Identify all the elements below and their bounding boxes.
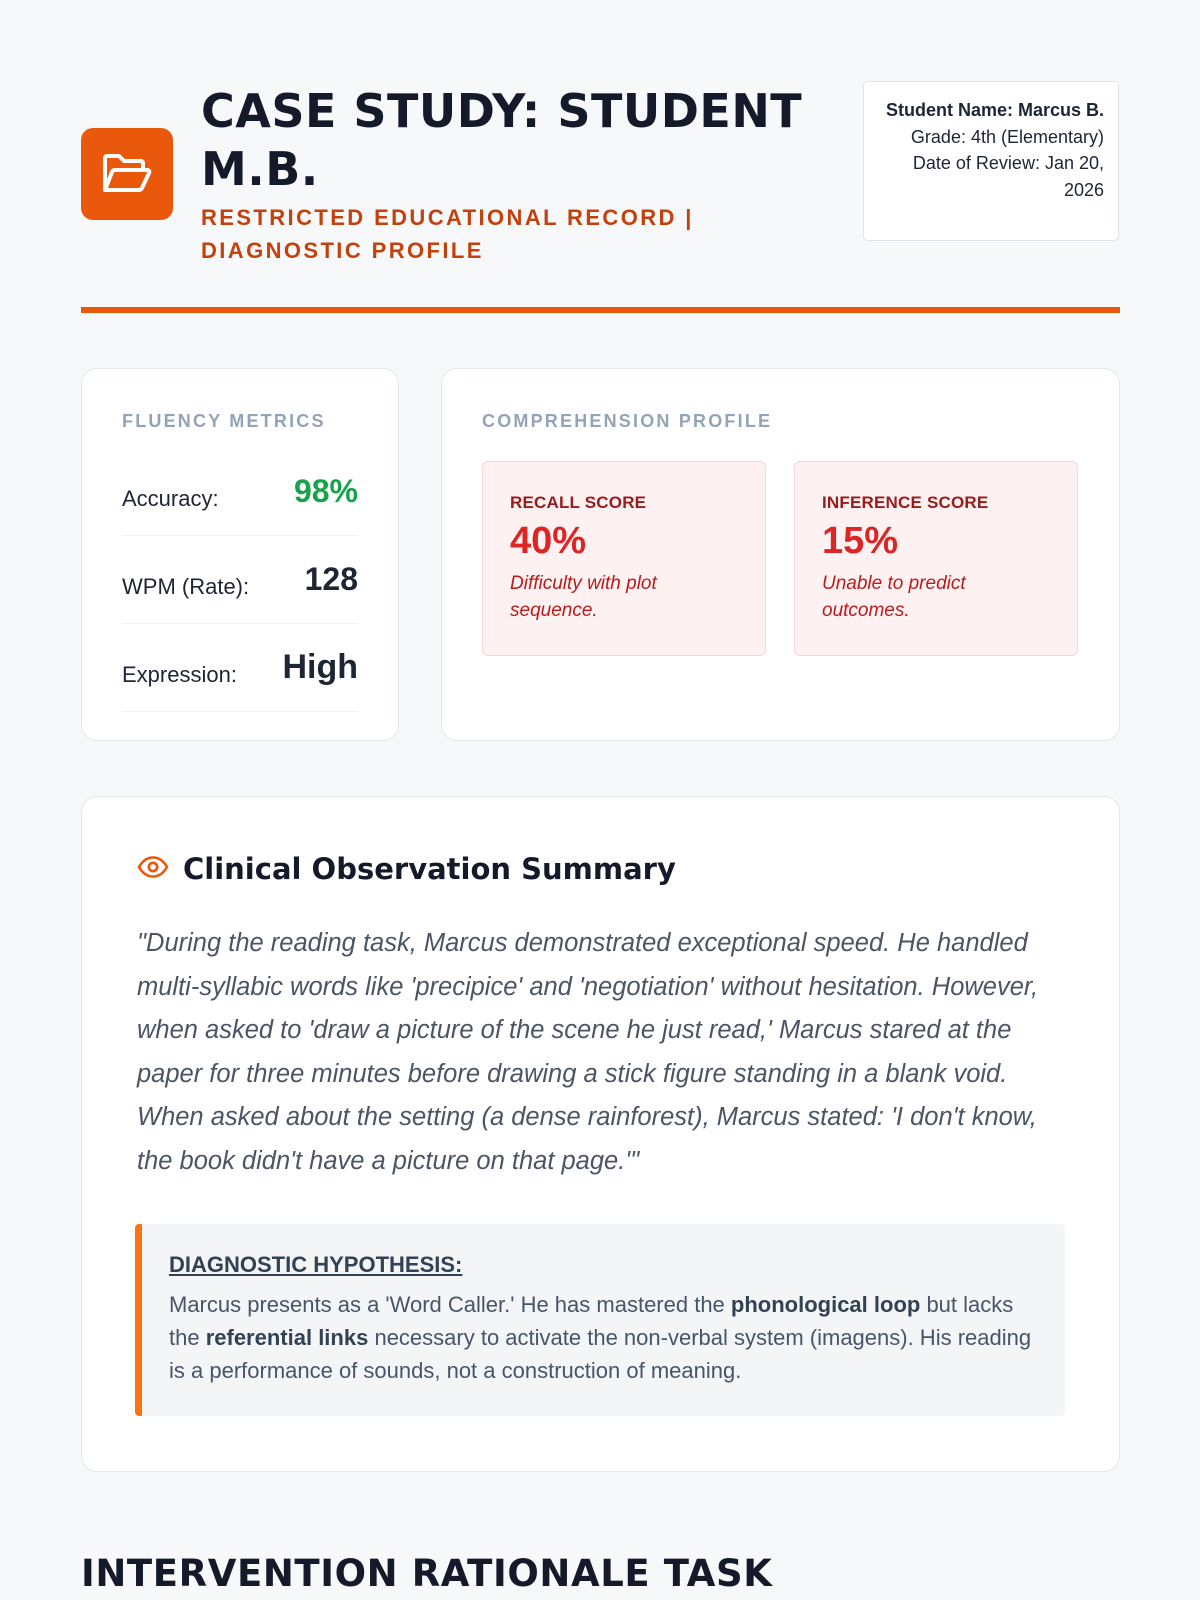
hypothesis-emphasis: referential links — [205, 1325, 369, 1350]
hypothesis-emphasis: phonological loop — [730, 1292, 921, 1317]
page-title: CASE STUDY: STUDENT M.B. — [201, 84, 803, 196]
student-info-card — [863, 81, 1119, 241]
clinical-observation-card — [81, 796, 1120, 1472]
comprehension-card-label: COMPREHENSION PROFILE — [482, 411, 773, 431]
observation-title: Clinical Observation Summary — [183, 852, 676, 886]
review-date: Date of Review: Jan 20, 2026 — [912, 153, 1104, 200]
metric-label: Accuracy: — [122, 485, 219, 511]
metric-value: 128 — [304, 561, 358, 597]
score-note: Unable to predict outcomes. — [822, 573, 966, 621]
metric-value: High — [282, 648, 358, 686]
score-value: 40% — [510, 520, 587, 562]
metric-row-accuracy — [122, 448, 358, 536]
intervention-section-heading: INTERVENTION RATIONALE TASK — [81, 1552, 773, 1595]
diagnostic-hypothesis-callout — [135, 1224, 1065, 1416]
observation-heading — [137, 852, 676, 886]
score-label: RECALL SCORE — [510, 493, 647, 512]
metric-label: WPM (Rate): — [122, 573, 250, 599]
eye-icon — [137, 855, 169, 884]
hypothesis-text — [169, 1288, 1035, 1387]
score-note: Difficulty with plot sequence. — [510, 573, 657, 621]
student-name: Student Name: Marcus B. — [885, 100, 1104, 120]
score-grid — [482, 461, 1079, 656]
report-header — [81, 80, 1120, 310]
hypothesis-text-part: necessary to activate the non-verbal system (imagens). His reading is a performance of sounds, not a construction of meaning. — [169, 1325, 1032, 1383]
metric-value: 98% — [293, 473, 358, 509]
page-subtitle: RESTRICTED EDUCATIONAL RECORD | DIAGNOSTIC PROFILE — [201, 205, 694, 263]
metric-label: Expression: — [122, 661, 237, 687]
recall-score-box — [482, 461, 766, 656]
fluency-metrics-list — [122, 448, 358, 712]
student-grade: Grade: 4th (Elementary) — [910, 126, 1104, 147]
fluency-card-label: FLUENCY METRICS — [122, 411, 326, 431]
fluency-metrics-card — [81, 368, 399, 741]
inference-score-box — [794, 461, 1078, 656]
hypothesis-label: DIAGNOSTIC HYPOTHESIS: — [169, 1252, 463, 1277]
folder-open-icon — [81, 128, 173, 220]
metric-row-expression — [122, 624, 358, 712]
observation-quote: "During the reading task, Marcus demonstrated exceptional speed. He handled multi-syllabic words like 'precipice' and 'negotiation' without hesitation. However, when asked to 'draw a picture of the scene he just read,' Marcus stared at the paper for three minutes before drawing a stick figure standing in a blank void. When asked about the setting (a dense rainforest), Marcus stated: 'I don't know, the book didn't have a picture on that page.'" — [137, 929, 1039, 1175]
score-label: INFERENCE SCORE — [822, 493, 989, 512]
metric-row-wpm — [122, 536, 358, 624]
score-value: 15% — [822, 520, 899, 562]
hypothesis-text-part: but lacks the — [169, 1292, 1014, 1350]
header-divider — [81, 307, 1120, 313]
comprehension-profile-card — [441, 368, 1120, 741]
hypothesis-text-part: Marcus presents as a 'Word Caller.' He has mastered the — [169, 1292, 731, 1317]
